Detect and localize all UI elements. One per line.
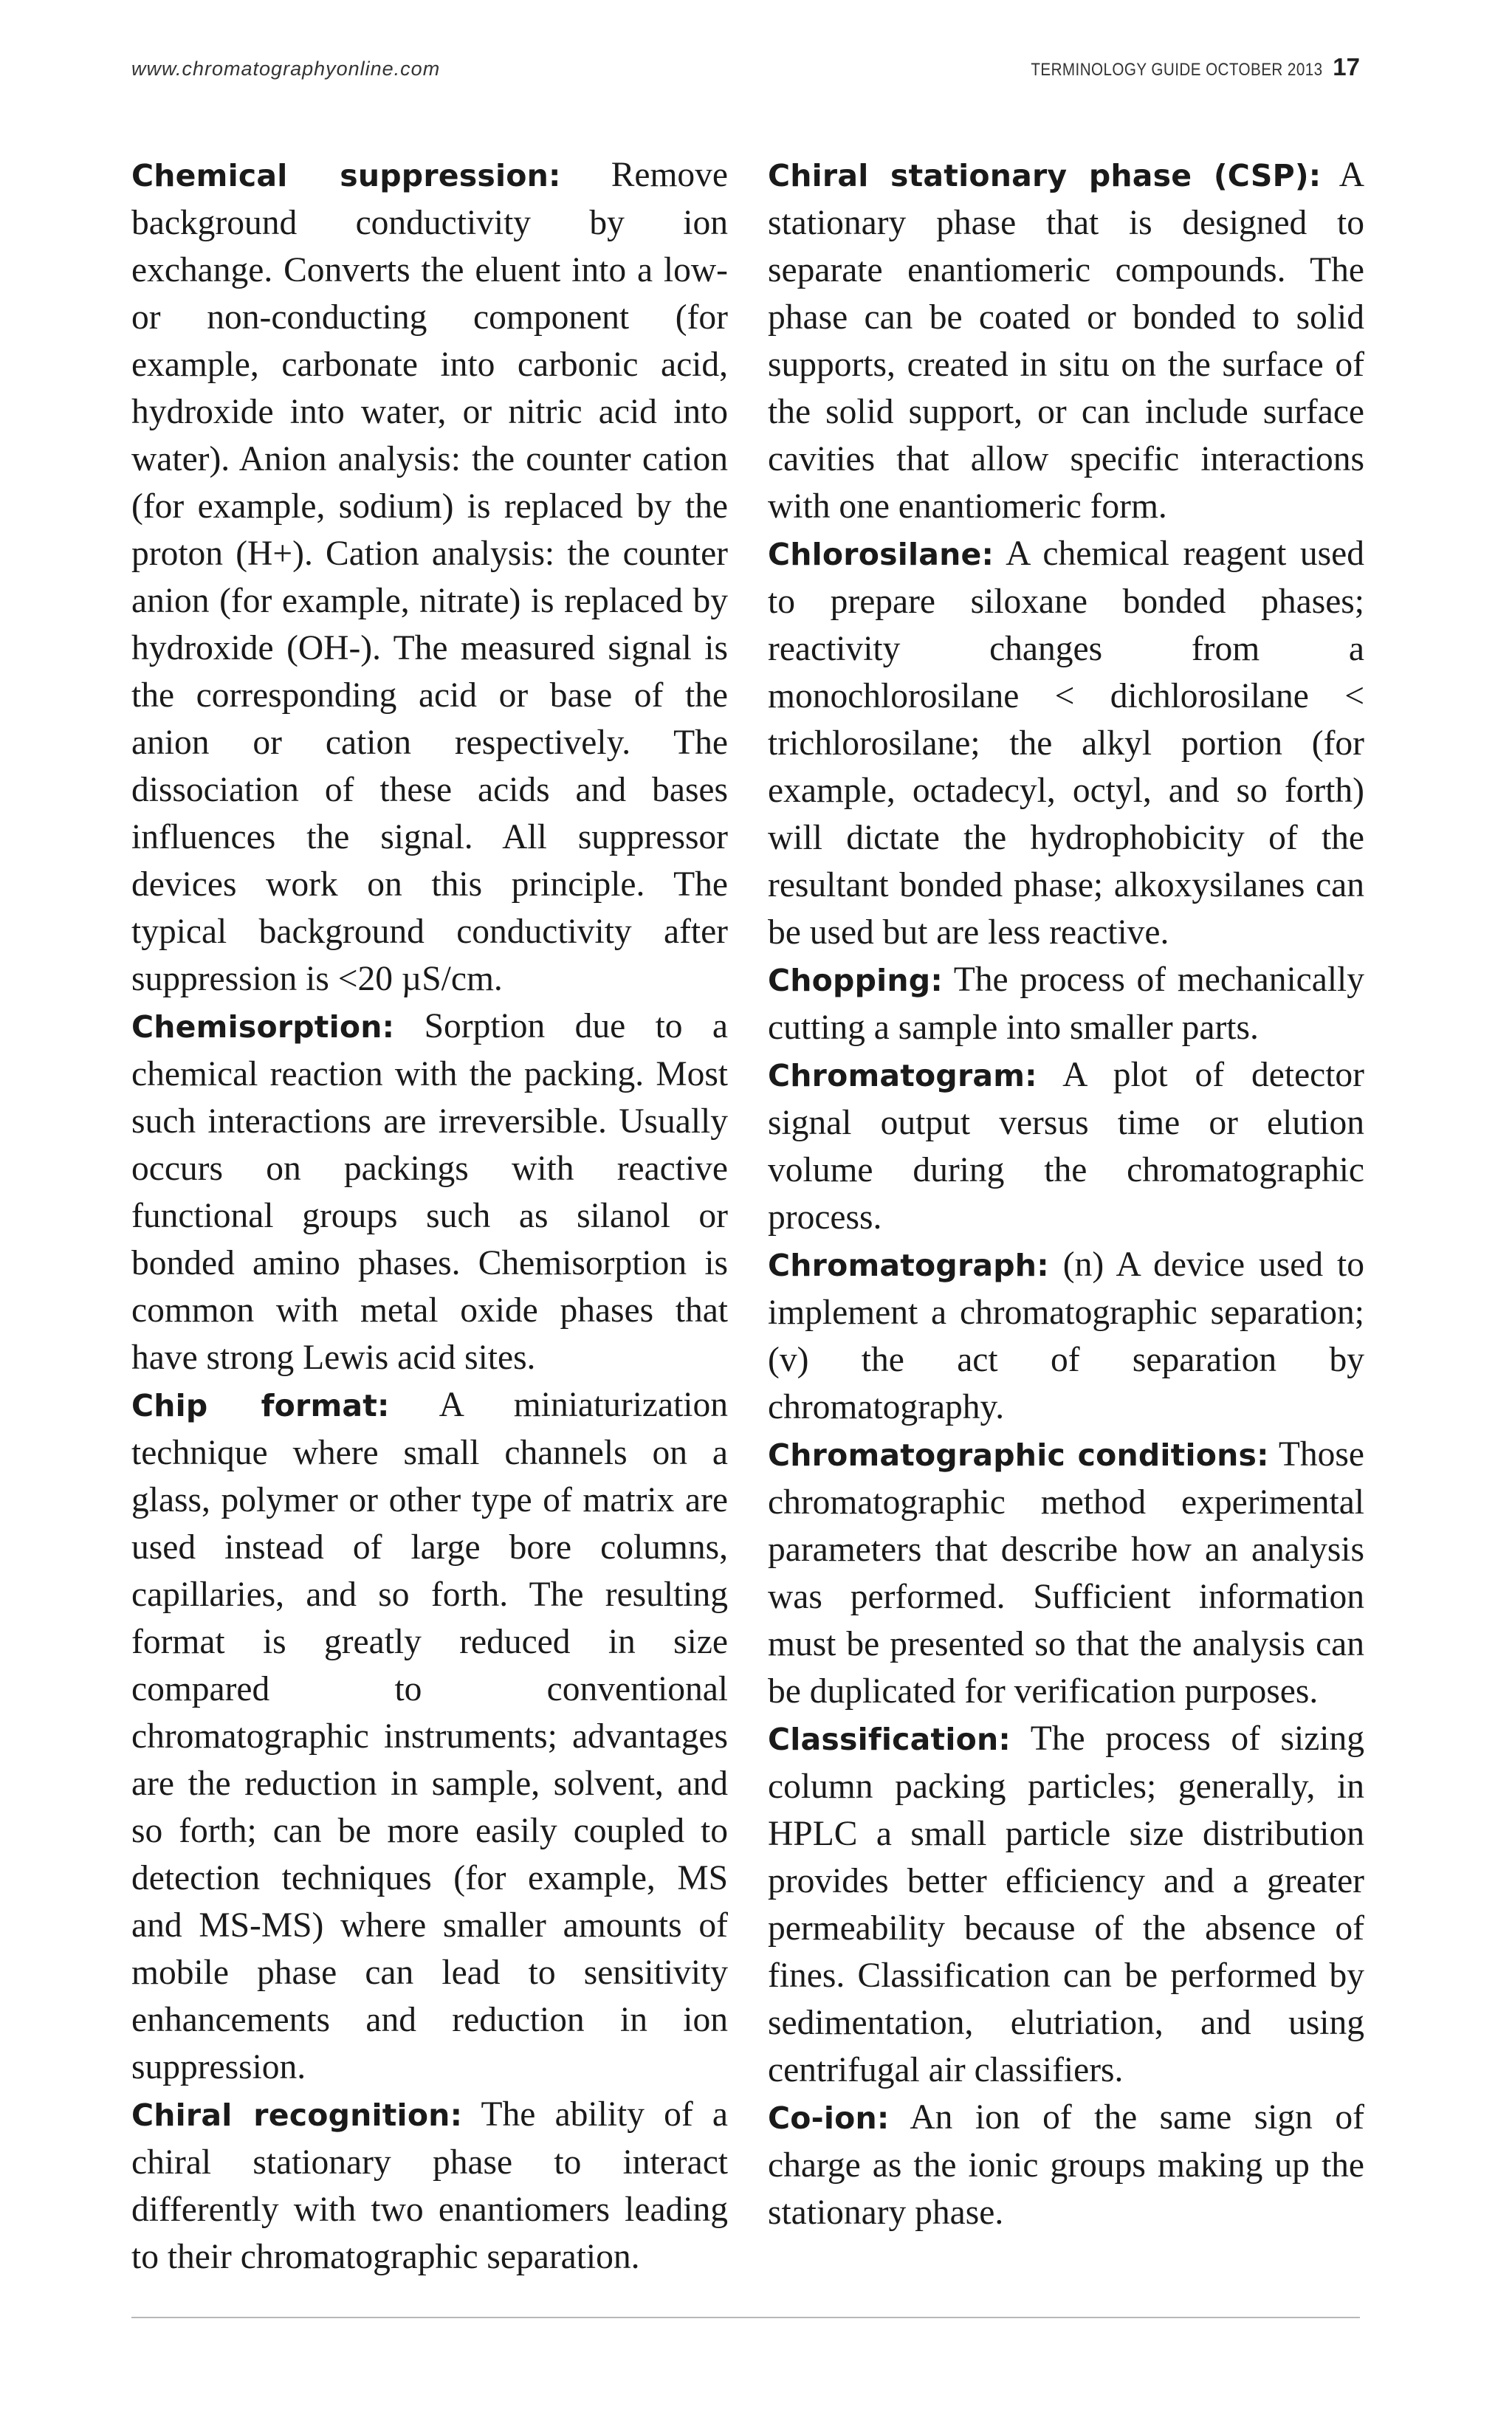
site-url[interactable]: www.chromatographyonline.com	[131, 58, 441, 80]
page-header	[131, 53, 1360, 90]
entry-definition: A plot of detector signal output versus time or elution volume during the chromatographic process.	[768, 1056, 1364, 1237]
entry-definition: Sorption due to a chemical reaction with the packing. Most such interactions are irreversible. Usually occurs on packings with reactive functional groups such as silanol or bonded amino phases. Chemisorption is common with metal oxide phases that have strong Lewis acid sites.	[131, 1007, 728, 1377]
glossary-columns	[131, 151, 1364, 2292]
entry-definition: A miniaturization technique where small channels on a glass, polymer or other type of matrix are used instead of large bore columns, capillaries, and so forth. The resulting format is greatly reduced in size compared to conventional chromatographic instruments; advantages are the reduction in sample, solvent, and so forth; can be more easily coupled to detection techniques (for example, MS and MS-MS) where smaller amounts of mobile phase can lead to sensitivity enhancements and reduction in ion suppression.	[131, 1386, 728, 2086]
header-right	[983, 53, 1360, 81]
entry-term: Classification:	[768, 1722, 1011, 1757]
entry-definition: A stationary phase that is designed to separate enantiomeric compounds. The phase can be coated or bonded to solid supports, created in situ on the surface of the solid support, or can include surface cavities that allow specific interactions with one enantiomeric form.	[768, 156, 1364, 526]
entry-term: Chromatographic conditions:	[768, 1437, 1269, 1473]
entry-term: Co-ion:	[768, 2100, 890, 2136]
entry-definition: Those chromatographic method experimental parameters that describe how an analysis was performed. Sufficient information must be presented so that the analysis can be duplicated for verification purposes.	[768, 1435, 1364, 1711]
issue-label: TERMINOLOGY GUIDE OCTOBER 2013	[1031, 60, 1323, 80]
glossary-entry	[768, 530, 1364, 956]
entry-definition: (n) A device used to implement a chromatographic separation; (v) the act of separation by chromatography.	[768, 1245, 1364, 1426]
glossary-entry	[768, 1051, 1364, 1241]
entry-term: Chiral recognition:	[131, 2097, 463, 2133]
glossary-entry	[131, 151, 728, 1003]
glossary-entry	[768, 1431, 1364, 1715]
right-column	[768, 151, 1364, 2236]
entry-definition: A chemical reagent used to prepare siloxane bonded phases; reactivity changes from a monochlorosilane < dichlorosilane < trichlorosilane; the alkyl portion (for example, octadecyl, octyl, and so forth) will dictate the hydrophobicity of the resultant bonded phase; alkoxysilanes can be used but are less reactive.	[768, 535, 1364, 952]
left-column	[131, 151, 728, 2281]
glossary-entry	[131, 1003, 728, 1381]
glossary-entry	[768, 151, 1364, 530]
entry-definition: The process of mechanically cutting a sample into smaller parts.	[768, 961, 1364, 1047]
entry-term: Chemical suppression:	[131, 158, 561, 193]
glossary-entry	[768, 956, 1364, 1051]
entry-definition: The ability of a chiral stationary phase to interact differently with two enantiomers leading to their chromatographic separation.	[131, 2095, 728, 2276]
entry-term: Chopping:	[768, 963, 943, 998]
glossary-entry	[131, 2091, 728, 2281]
glossary-entry	[768, 1715, 1364, 2094]
glossary-entry	[768, 2094, 1364, 2236]
entry-term: Chiral stationary phase (CSP):	[768, 158, 1322, 193]
entry-definition: Remove background conductivity by ion exchange. Converts the eluent into a low- or non-conducting component (for example, carbonate into carbonic acid, hydroxide into water, or nitric acid into water). Anion analysis: the counter cation (for example, sodium) is replaced by the proton (H+). Cation analysis: the counter anion (for example, nitrate) is replaced by hydroxide (OH-). The measured signal is the corresponding acid or base of the anion or cation respectively. The dissociation of these acids and bases influences the signal. All suppressor devices work on this principle. The typical background conductivity after suppression is <20 µS/cm.	[131, 156, 728, 998]
entry-definition: An ion of the same sign of charge as the ionic groups making up the stationary phase.	[768, 2098, 1364, 2232]
entry-term: Chemisorption:	[131, 1009, 395, 1045]
entry-definition: The process of sizing column packing particles; generally, in HPLC a small particle size distribution provides better efficiency and a greater permeability because of the absence of fines. Classification can be performed by sedimentation, elutriation, and using centrifugal air classifiers.	[768, 1719, 1364, 2089]
page-number: 17	[1333, 53, 1360, 80]
entry-term: Chip format:	[131, 1388, 390, 1423]
footer-rule	[131, 2317, 1360, 2318]
entry-term: Chromatograph:	[768, 1248, 1049, 1283]
glossary-entry	[131, 1381, 728, 2091]
entry-term: Chlorosilane:	[768, 537, 994, 572]
glossary-entry	[768, 1241, 1364, 1431]
entry-term: Chromatogram:	[768, 1058, 1037, 1093]
